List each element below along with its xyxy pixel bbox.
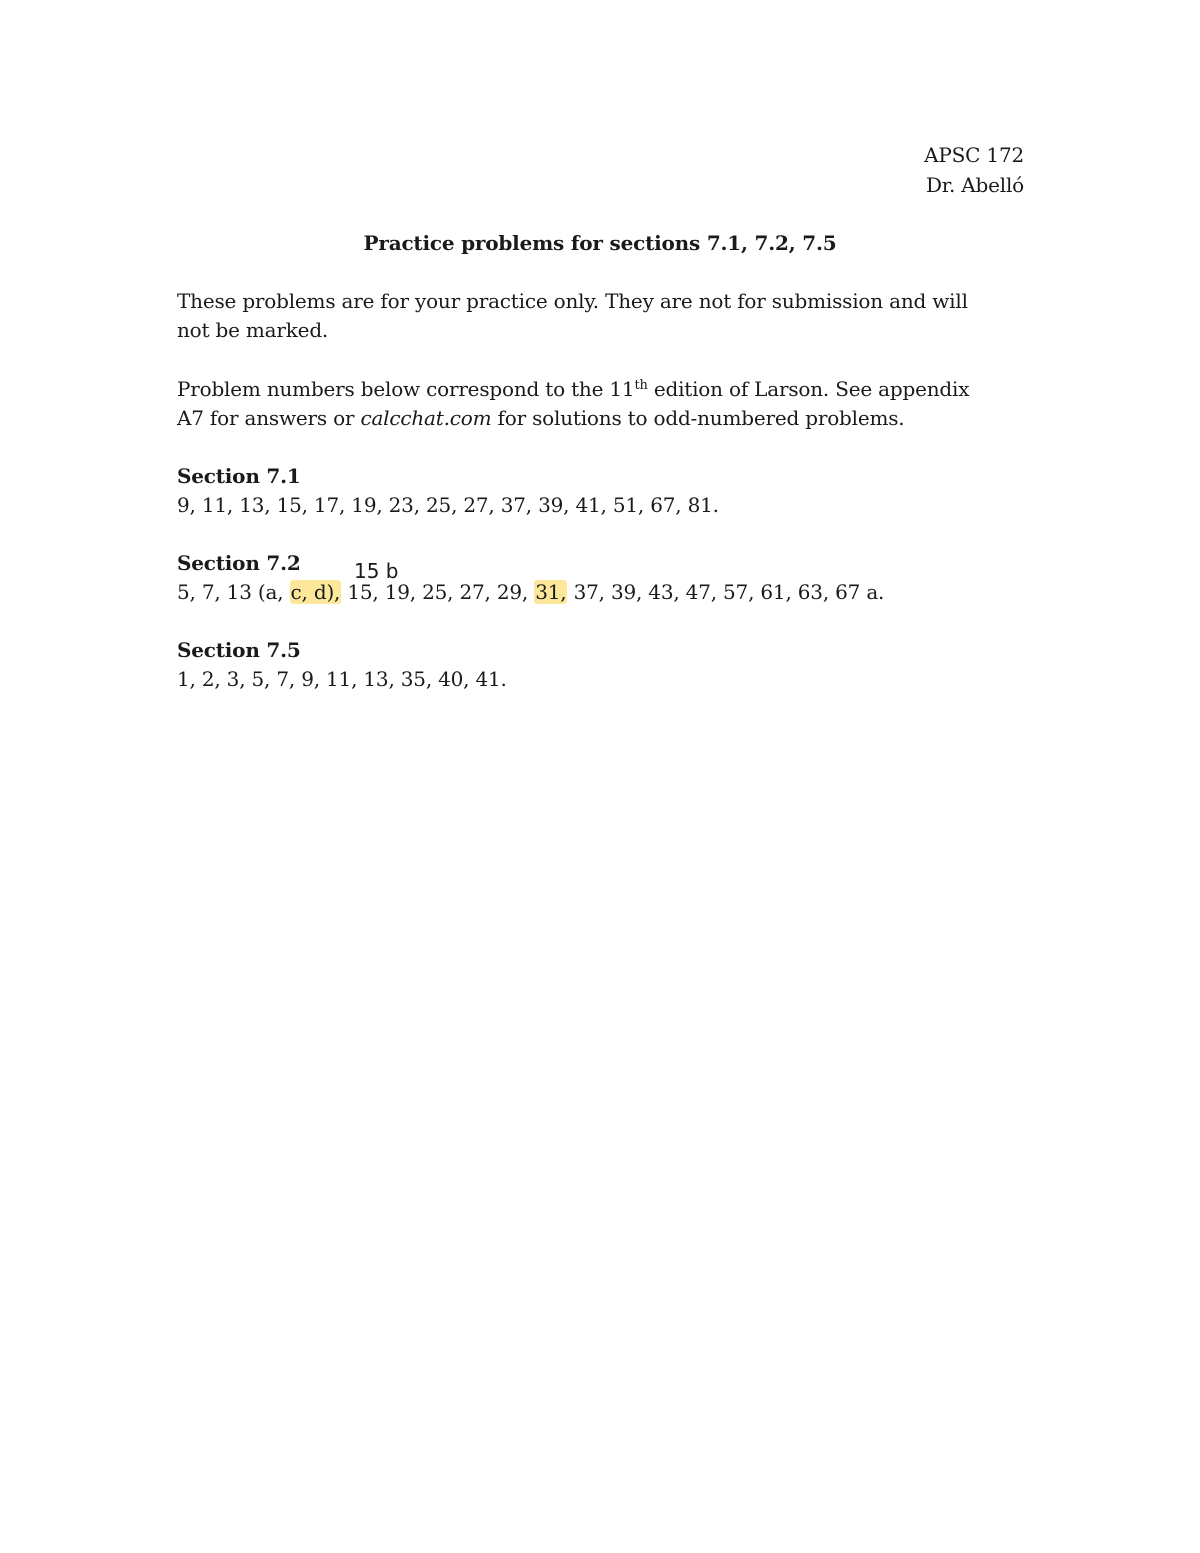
section-problems-7-1: 9, 11, 13, 15, 17, 19, 23, 25, 27, 37, 39, 41, 51, 67, 81. [177, 493, 719, 517]
highlight-31: 31, [535, 580, 567, 604]
problems-text-b: 15, 19, 25, 27, 29, [341, 580, 535, 604]
handwritten-annotation: 15 b [354, 559, 399, 583]
problems-text-c: 37, 39, 43, 47, 57, 61, 63, 67 a. [567, 580, 885, 604]
reference-text-d: for solutions to odd-numbered problems. [491, 406, 905, 430]
calcchat-link[interactable]: calcchat.com [360, 406, 492, 430]
section-problems-7-2 [177, 578, 884, 607]
section-heading-7-1: Section 7.1 [177, 464, 301, 488]
problems-text-a: 5, 7, 13 (a, [177, 580, 290, 604]
reference-text-c: A7 for answers or [177, 406, 361, 430]
intro-line-2: not be marked. [177, 318, 329, 342]
section-heading-7-2: Section 7.2 [177, 551, 301, 575]
section-problems-7-5: 1, 2, 3, 5, 7, 9, 11, 13, 35, 40, 41. [177, 667, 507, 691]
section-heading-7-5: Section 7.5 [177, 638, 301, 662]
intro-line-1: These problems are for your practice only. They are not for submission and will [177, 289, 968, 313]
reference-line-1 [177, 375, 969, 404]
page-title: Practice problems for sections 7.1, 7.2, 7.5 [363, 231, 837, 255]
edition-superscript: th [634, 378, 648, 393]
course-code: APSC 172 [924, 143, 1024, 167]
highlight-c-d: c, d), [290, 580, 341, 604]
reference-text-b: edition of Larson. See appendix [647, 377, 970, 401]
reference-text-a: Problem numbers below correspond to the 11 [177, 377, 635, 401]
reference-line-2 [177, 404, 904, 433]
instructor-name: Dr. Abelló [925, 173, 1024, 197]
